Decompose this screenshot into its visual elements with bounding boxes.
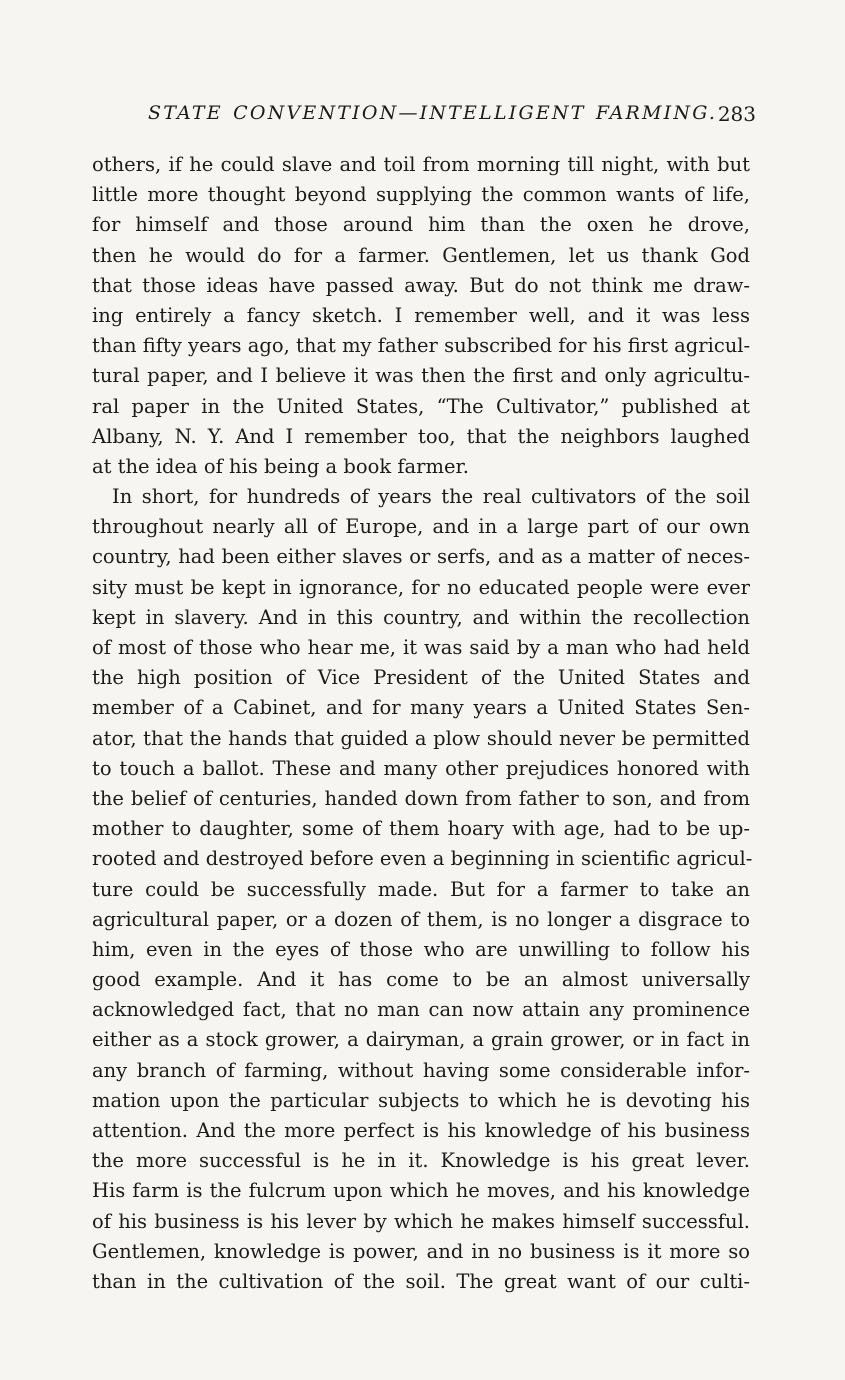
text-line: than fifty years ago, that my father subscribed for his first agricul- [92,334,751,358]
text-line: kept in slavery. And in this country, and within the recollection [92,605,750,629]
text-line: others, if he could slave and toil from morning till night, with but [92,153,750,176]
text-line: that those ideas have passed away. But do not think me draw- [92,273,750,297]
text-line: than in the cultivation of the soil. The great want of our culti- [92,1269,750,1293]
text-line: country, had been either slaves or serfs, and as a matter of neces- [92,545,750,569]
text-line: any branch of farming, without having some considerable infor- [92,1058,750,1082]
text-line: ture could be successfully made. But for a farmer to take an [92,877,750,901]
text-line: good example. And it has come to be an almost universally [92,968,750,992]
text-line: ator, that the hands that guided a plow should never be permitted [92,726,750,750]
text-line: ral paper in the United States, “The Cultivator,” published at [92,394,750,418]
text-line: to touch a ballot. These and many other prejudices honored with [92,756,750,780]
paragraph-1 [92,150,750,482]
running-head [92,98,762,130]
text-line: then he would do for a farmer. Gentlemen, let us thank God [92,243,750,267]
running-title: STATE CONVENTION—INTELLIGENT FARMING. [148,102,718,124]
text-line: little more thought beyond supplying the common wants of life, [92,183,750,207]
text-line: of his business is his lever by which he makes himself successful. [92,1209,750,1233]
body-text [92,150,753,1297]
text-line: member of a Cabinet, and for many years a United States Sen- [92,696,750,720]
text-line: mother to daughter, some of them hoary with age, had to be up- [92,817,750,841]
text-line: for himself and those around him than the oxen he drove, [92,213,750,237]
text-line: at the idea of his being a book farmer. [92,454,469,478]
text-line: him, even in the eyes of those who are unwilling to follow his [92,937,750,961]
text-line: attention. And the more perfect is his knowledge of his business [92,1119,750,1142]
text-line: His farm is the fulcrum upon which he moves, and his knowledge [92,1179,750,1203]
text-line: the belief of centuries, handed down from father to son, and from [92,786,750,810]
text-line: Gentlemen, knowledge is power, and in no business is it more so [92,1239,750,1263]
text-line: agricultural paper, or a dozen of them, is no longer a disgrace to [92,907,750,931]
text-line: either as a stock grower, a dairyman, a grain grower, or in fact in [92,1028,750,1052]
text-line: In short, for hundreds of years the real cultivators of the soil [112,485,750,509]
text-line: the high position of Vice President of the United States and [92,666,750,690]
text-line: of most of those who hear me, it was said by a man who had held [92,636,750,659]
text-line: mation upon the particular subjects to which he is devoting his [92,1088,750,1112]
text-line: tural paper, and I believe it was then the first and only agricultu- [92,364,750,388]
page-number: 283 [717,102,756,126]
text-line: ing entirely a fancy sketch. I remember well, and it was less [92,303,750,327]
text-line: rooted and destroyed before even a beginning in scientific agricul- [92,847,753,871]
paragraph-2 [92,482,753,1297]
text-line: Albany, N. Y. And I remember too, that the neighbors laughed [92,424,750,448]
text-line: acknowledged fact, that no man can now attain any prominence [92,998,750,1022]
text-line: sity must be kept in ignorance, for no educated people were ever [92,575,750,599]
text-line: throughout nearly all of Europe, and in a large part of our own [92,515,750,539]
text-line: the more successful is he in it. Knowledge is his great lever. [92,1149,750,1173]
